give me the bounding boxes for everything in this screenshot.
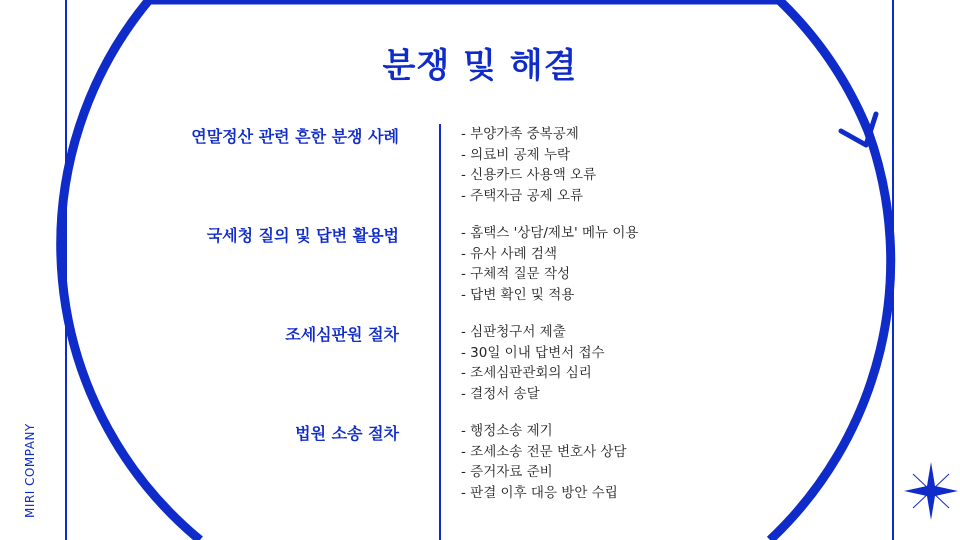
section-title: 국세청 질의 및 답변 활용법 <box>206 226 399 245</box>
section-title: 법원 소송 절차 <box>295 424 399 443</box>
section-title: 연말정산 관련 흔한 분쟁 사례 <box>191 127 399 146</box>
list-item: - 유사 사례 검색 <box>461 245 557 262</box>
brand-name: MIRI COMPANY <box>23 423 37 518</box>
list-item: - 의료비 공제 누락 <box>461 146 571 163</box>
list-item: - 결정서 송달 <box>461 385 540 402</box>
list-item: - 심판청구서 제출 <box>461 324 566 340</box>
list-item: - 30일 이내 답변서 접수 <box>461 344 605 361</box>
list-item: - 조세소송 전문 변호사 상담 <box>461 443 627 460</box>
list-item: - 신용카드 사용액 오류 <box>461 167 597 183</box>
vertical-divider <box>439 124 441 540</box>
four-point-star-icon <box>904 462 958 520</box>
section-item-list <box>461 223 638 305</box>
section-item-list <box>461 322 605 404</box>
section-item-list <box>461 421 627 503</box>
section-item-list <box>461 124 596 206</box>
list-item: - 판결 이후 대응 방안 수립 <box>461 484 618 501</box>
list-item: - 행정소송 제기 <box>461 423 553 439</box>
list-item: - 조세심판관회의 심리 <box>461 365 592 381</box>
list-item: - 부양가족 중복공제 <box>461 126 579 142</box>
list-item: - 증거자료 준비 <box>461 464 553 480</box>
page-title: 분쟁 및 해결 <box>382 46 578 86</box>
section-title: 조세심판원 절차 <box>285 325 399 344</box>
list-item: - 답변 확인 및 적용 <box>461 286 575 303</box>
list-item: - 구체적 질문 작성 <box>461 266 571 282</box>
list-item: - 홈택스 '상담/제보' 메뉴 이용 <box>461 225 639 241</box>
list-item: - 주택자금 공제 오류 <box>461 187 584 204</box>
